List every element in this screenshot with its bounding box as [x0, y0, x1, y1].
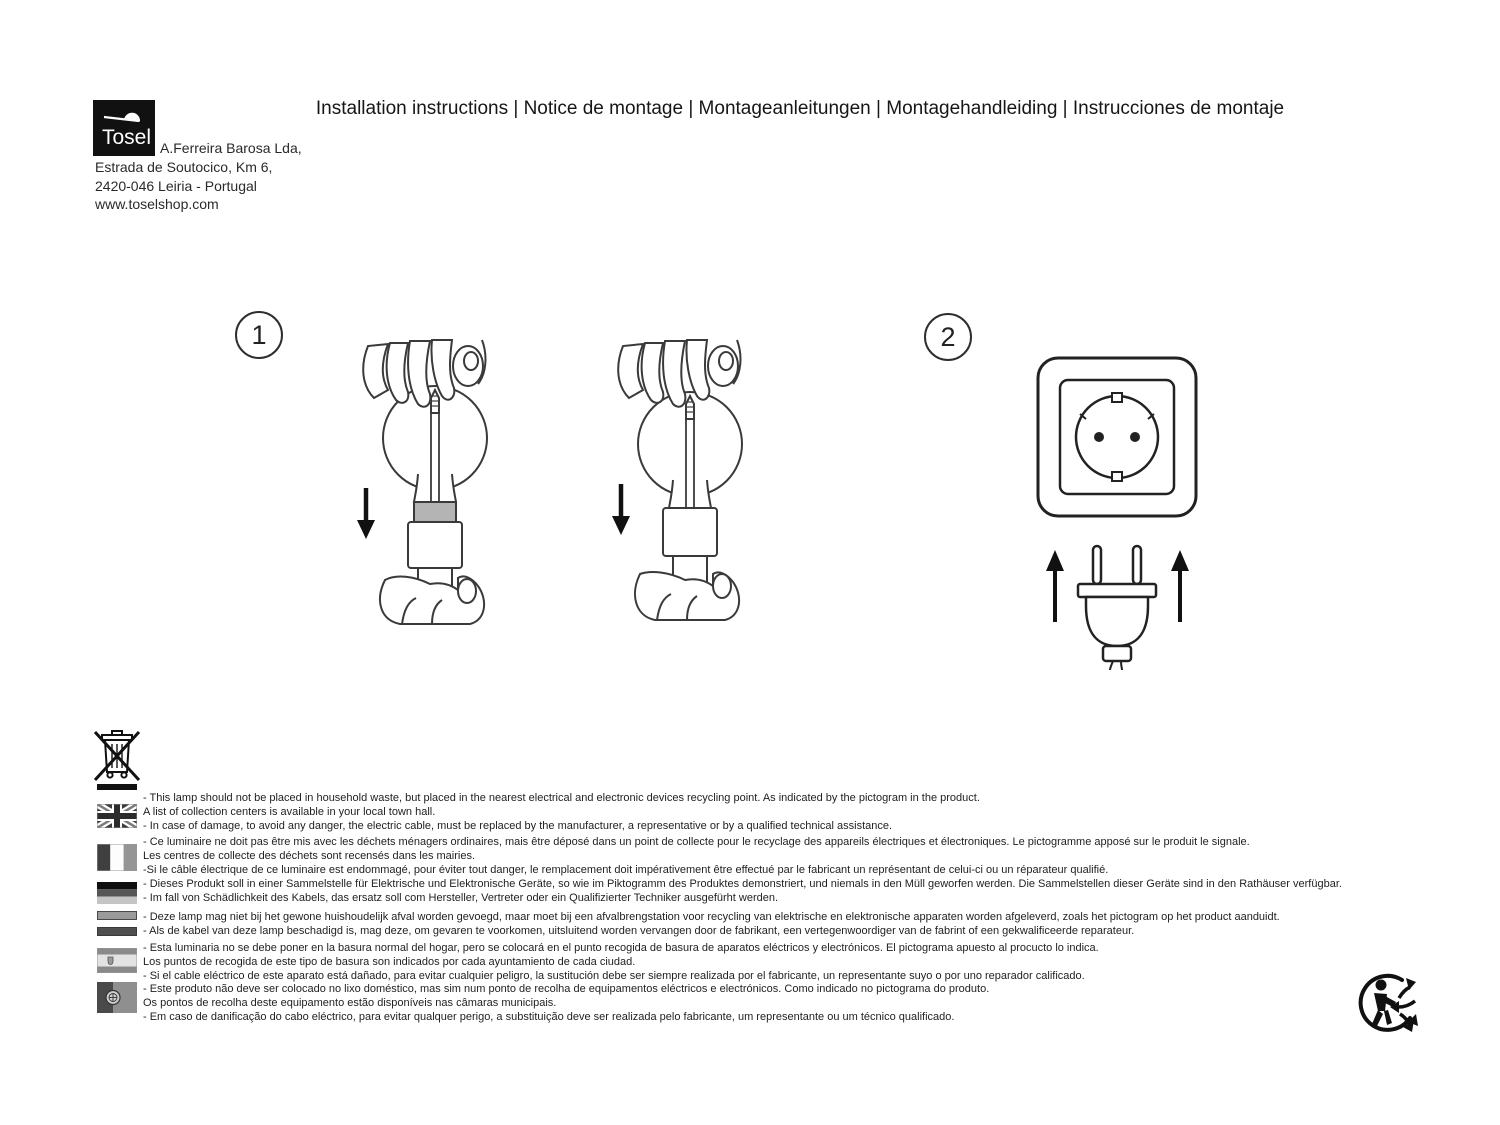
notice-portuguese [143, 982, 989, 1024]
notice-dutch [143, 910, 1280, 938]
address-line-1: Estrada de Soutocico, Km 6, [95, 159, 273, 175]
tosel-lamp-icon [93, 100, 155, 156]
notice-german [143, 877, 1342, 905]
down-arrow-icon [612, 484, 630, 535]
notice-line: - Als de kabel van deze lamp beschadigd is, mag deze, om gevaren te voorkomen, uitsluitend worden vervangen door de fabrikant, een vertegenwoordiger van de fabrint of een gekwalificeerde reparateur. [143, 925, 1135, 937]
spain-flag-icon [97, 948, 137, 973]
notice-spanish [143, 941, 1099, 983]
svg-text:Tosel: Tosel [102, 126, 152, 149]
notice-line: Os pontos de recolha deste equipamento estão disponíveis nas câmaras municipais. [143, 997, 557, 1009]
brand-logo [93, 100, 155, 156]
step-1-badge [235, 311, 283, 359]
notice-line: -Si le câble électrique de ce luminaire est endommagé, pour éviter tout danger, le remplacement doit impérativement être effectué par le fabricant un représentant de celui-ci ou un réparateur qualifié. [143, 864, 1109, 876]
notice-french [143, 835, 1250, 877]
step-1-number: 1 [251, 319, 267, 350]
crossed-out-wheelie-bin-icon [93, 730, 141, 790]
notice-line: A list of collection centers is available in your local town hall. [143, 806, 436, 818]
notice-line: - Esta luminaria no se debe poner en la basura normal del hogar, pero se colocará en el punto recogida de basura de aparatos eléctricos y electrónicos. El pictograma apuesto al procucto lo indica. [143, 942, 1099, 954]
france-flag-icon [97, 844, 137, 871]
bulb-insert-illustration-2 [585, 338, 755, 628]
notice-line: - Dieses Produkt soll in einer Sammelstelle für Elektrische und Elektronische Geräte, so wie im Piktogramm des Produktes demonstriert, und niemals in den Müll geworfen werden. Die Sammelstellen dieser Geräte sind in den Rathäuser verfügbar. [143, 878, 1342, 890]
company-name: A.Ferreira Barosa Lda, [160, 140, 302, 156]
notice-english [143, 791, 980, 833]
notice-line: - Em caso de danificação do cabo eléctrico, para evitar qualquer perigo, a substituição deve ser realizada pelo fabricante, um representante ou um técnico qualificado. [143, 1011, 955, 1023]
triman-recycling-icon [1358, 970, 1422, 1038]
notice-line: Les centres de collecte des déchets sont recensés dans les mairies. [143, 850, 476, 862]
bulb-insert-illustration-1 [330, 338, 500, 628]
notice-line: - This lamp should not be placed in household waste, but placed in the nearest electrical and electronic devices recycling point. As indicated by the pictogram in the product. [143, 792, 980, 804]
step-2-badge [924, 313, 972, 361]
address-line-2: 2420-046 Leiria - Portugal [95, 178, 257, 194]
website-url: www.toselshop.com [95, 196, 219, 212]
notice-line: Los puntos de recogida de este tipo de basura son indicados por cada ayuntamiento de cada ciudad. [143, 956, 636, 968]
page-title: Installation instructions | Notice de montage | Montageanleitungen | Montagehandleiding | Instrucciones de montaje [315, 98, 1285, 119]
notice-line: - Deze lamp mag niet bij het gewone huishoudelijk afval worden gevoegd, maar moet bij een afvalbrengstation voor recycling van elektrische en elektronische apparaten worden afgeleverd, zoals het pictogram op het product aanduidt. [143, 911, 1280, 923]
up-arrow-icon [1046, 550, 1064, 622]
notice-line: - Si el cable eléctrico de este aparato está dañado, para evitar cualquier peligro, la sustitución debe ser siempre realizada por el fabricante, un representante suyo o por uno reparador calificado. [143, 970, 1085, 982]
uk-flag-icon [97, 804, 137, 828]
plug-socket-illustration [1000, 350, 1235, 670]
notice-line: - Im fall von Schädlichkeit des Kabels, das ersatz soll com Hersteller, Vertreter oder ein Qualifizierter Techniker ausgefürht werden. [143, 892, 779, 904]
netherlands-flag-icon [97, 911, 137, 937]
notice-line: - In case of damage, to avoid any danger, the electric cable, must be replaced by the manufacturer, a representative or by a qualified technical assistance. [143, 820, 893, 832]
down-arrow-icon [357, 488, 375, 539]
germany-flag-icon [97, 882, 137, 904]
up-arrow-icon [1171, 550, 1189, 622]
notice-line: - Este produto não deve ser colocado no lixo doméstico, mas sim num ponto de recolha de equipamentos eléctricos e electrónicos. Como indicado no pictograma do produto. [143, 983, 990, 995]
portugal-flag-icon [97, 982, 137, 1013]
step-2-number: 2 [940, 321, 956, 352]
notice-line: - Ce luminaire ne doit pas être mis avec les déchets ménagers ordinaires, mais être déposé dans un point de collecte pour le recyclage des appareils électriques et électroniques. Le pictogramme apposé sur le produit le signale. [143, 836, 1250, 848]
